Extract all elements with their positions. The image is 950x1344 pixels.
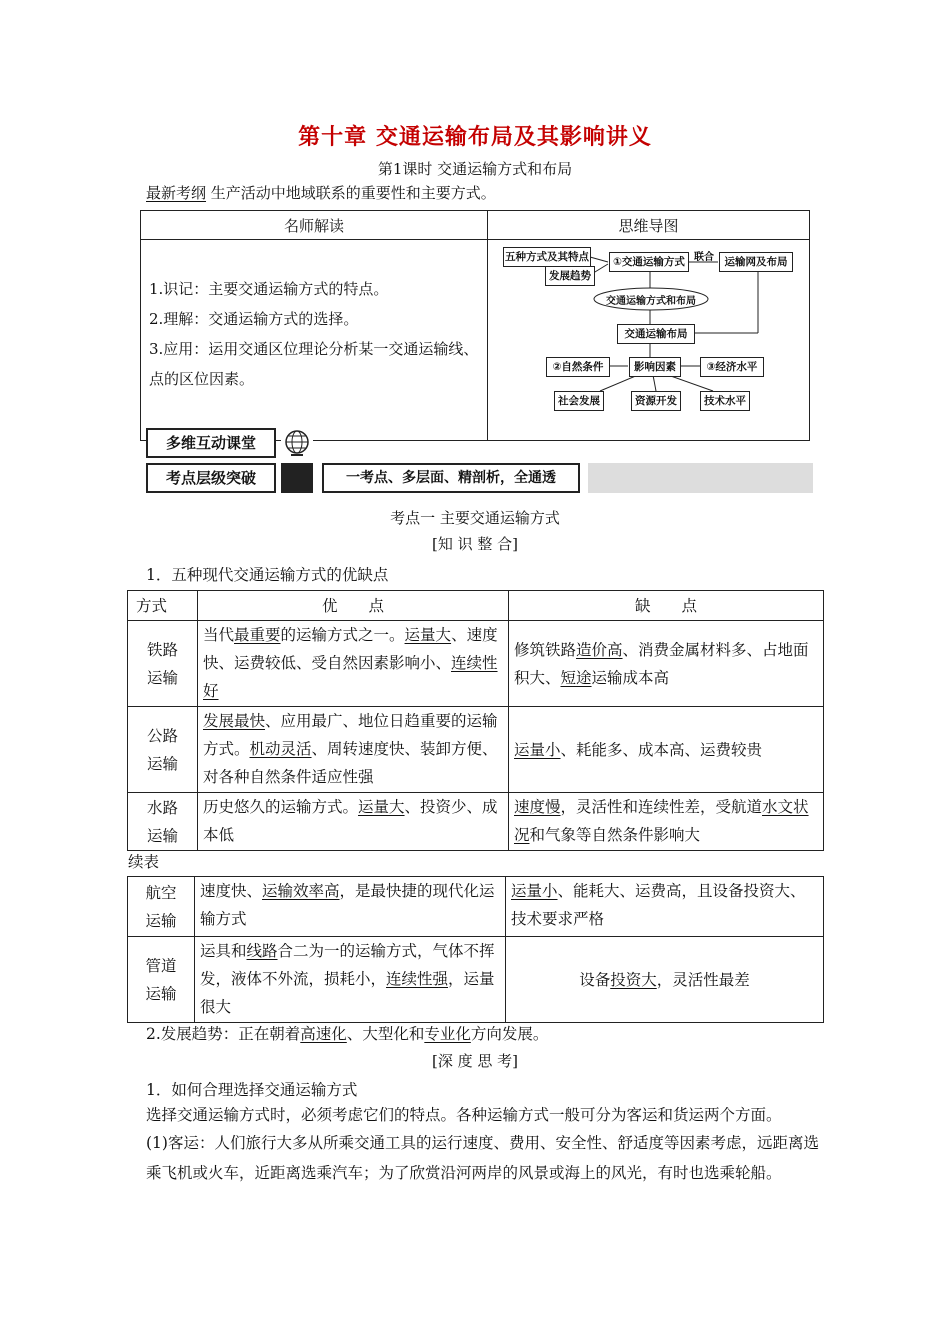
section2-sub: [深 度 思 考] (431, 1052, 518, 1070)
road-cons: 运量小、耗能多、成本高、运费较贵 (509, 707, 824, 793)
intro-col2-header: 思维导图 (488, 211, 810, 240)
mm-social: 社会发展 (554, 391, 604, 411)
dark-square (281, 463, 313, 493)
col-con-header: 缺 点 (509, 591, 824, 621)
section2-para1: 选择交通运输方式时，必须考虑它们的特点。各种运输方式一般可分为客运和货运两个方面。 (146, 1106, 782, 1124)
syllabus-text: 生产活动中地域联系的重要性和主要方式。 (206, 184, 496, 202)
mindmap (488, 240, 802, 426)
syllabus-line (146, 182, 496, 203)
col-mode-header: 方式 (128, 591, 198, 621)
trend-line: 2.发展趋势：正在朝着高速化、大型化和专业化方向发展。 (146, 1025, 549, 1043)
section2-para2: (1)客运：人们旅行大多从所乘交通工具的运行速度、费用、安全性、舒适度等因素考虑，远距离选乘飞机或火车，近距离选乘汽车；为了欣赏沿河两岸的风景或海上的风光，有时也选乘轮船。 (146, 1134, 819, 1182)
mm-resources: 资源开发 (631, 391, 681, 411)
intro-items (141, 240, 488, 441)
mm-network: 运输网及布局 (719, 252, 793, 272)
mode-air: 航空 运输 (128, 877, 195, 937)
mm-economic: ③经济水平 (700, 357, 764, 377)
intro-item-2: 2.理解：交通运输方式的选择。 (149, 310, 359, 328)
mm-center: 交通运输方式和布局 (606, 296, 696, 307)
mm-layout: 交通运输布局 (617, 324, 695, 344)
section1-item1: 1．五种现代交通运输方式的优缺点 (146, 566, 389, 584)
intro-item-3: 3.应用：运用交通区位理论分析某一交通运输线、点的区位因素。 (149, 340, 479, 388)
mode-rail: 铁路 运输 (128, 621, 198, 707)
section1-heading: 考点一 主要交通运输方式 (390, 509, 560, 527)
continued-label: 续表 (128, 853, 160, 871)
mm-factors: 影响因素 (629, 357, 681, 377)
mode-water: 水路 运输 (128, 793, 198, 851)
syllabus-label: 最新考纲 (146, 184, 207, 202)
rail-pros: 当代最重要的运输方式之一。运量大、速度快、运费较低、受自然因素影响小、连续性好 (198, 621, 509, 707)
mm-five-modes: 五种方式及其特点 (503, 247, 591, 267)
chapter-title: 第十章 交通运输布局及其影响讲义 (298, 125, 652, 150)
mm-link-label: 联合 (694, 252, 714, 263)
grey-bar (588, 463, 813, 493)
table-row-water (128, 793, 824, 851)
water-cons: 速度慢，灵活性和连续性差，受航道水文状况和气象等自然条件影响大 (509, 793, 824, 851)
air-cons: 运量小、能耗大、运费高，且设备投资大、技术要求严格 (506, 877, 824, 937)
col-pro-header: 优 点 (198, 591, 509, 621)
pipe-cons: 设备投资大，灵活性最差 (506, 937, 824, 1023)
mode-road: 公路 运输 (128, 707, 198, 793)
transport-table-continued (127, 876, 824, 1023)
table-row-pipe (128, 937, 824, 1023)
mm-natural: ②自然条件 (546, 357, 610, 377)
road-pros: 发展最快、应用最广、地位日趋重要的运输方式。机动灵活、周转速度快、装卸方便、对各种自然条件适应性强 (198, 707, 509, 793)
transport-table (127, 590, 824, 851)
intro-col1-header: 名师解读 (141, 211, 488, 240)
table-row-rail (128, 621, 824, 707)
rail-cons: 修筑铁路造价高、消费金属材料多、占地面积大、短途运输成本高 (509, 621, 824, 707)
water-pros: 历史悠久的运输方式。运量大、投资少、成本低 (198, 793, 509, 851)
mm-tech: 技术水平 (700, 391, 750, 411)
section1-sub: [知 识 整 合] (431, 535, 518, 553)
lesson-subtitle: 第1课时 交通运输方式和布局 (377, 160, 573, 178)
intro-item-1: 1.识记：主要交通运输方式的特点。 (149, 280, 389, 298)
mode-pipe: 管道 运输 (128, 937, 195, 1023)
air-pros: 速度快、运输效率高，是最快捷的现代化运输方式 (195, 877, 506, 937)
table-row-road (128, 707, 824, 793)
pipe-pros: 运具和线路合二为一的运输方式，气体不挥发，液体不外流，损耗小，连续性强，运量很大 (195, 937, 506, 1023)
table-row-air (128, 877, 824, 937)
globe-icon (281, 428, 313, 458)
mm-trend: 发展趋势 (545, 266, 595, 286)
intro-table (140, 210, 810, 441)
section2-item1: 1．如何合理选择交通运输方式 (146, 1081, 358, 1099)
mm-transport-mode: ①交通运输方式 (609, 252, 689, 272)
classroom-bar: 多维互动课堂 (146, 428, 276, 458)
mindmap-cell (488, 240, 810, 441)
breakthrough-bar: 考点层级突破 (146, 463, 276, 493)
motto-box: 一考点、多层面、精剖析，全通透 (322, 463, 580, 493)
